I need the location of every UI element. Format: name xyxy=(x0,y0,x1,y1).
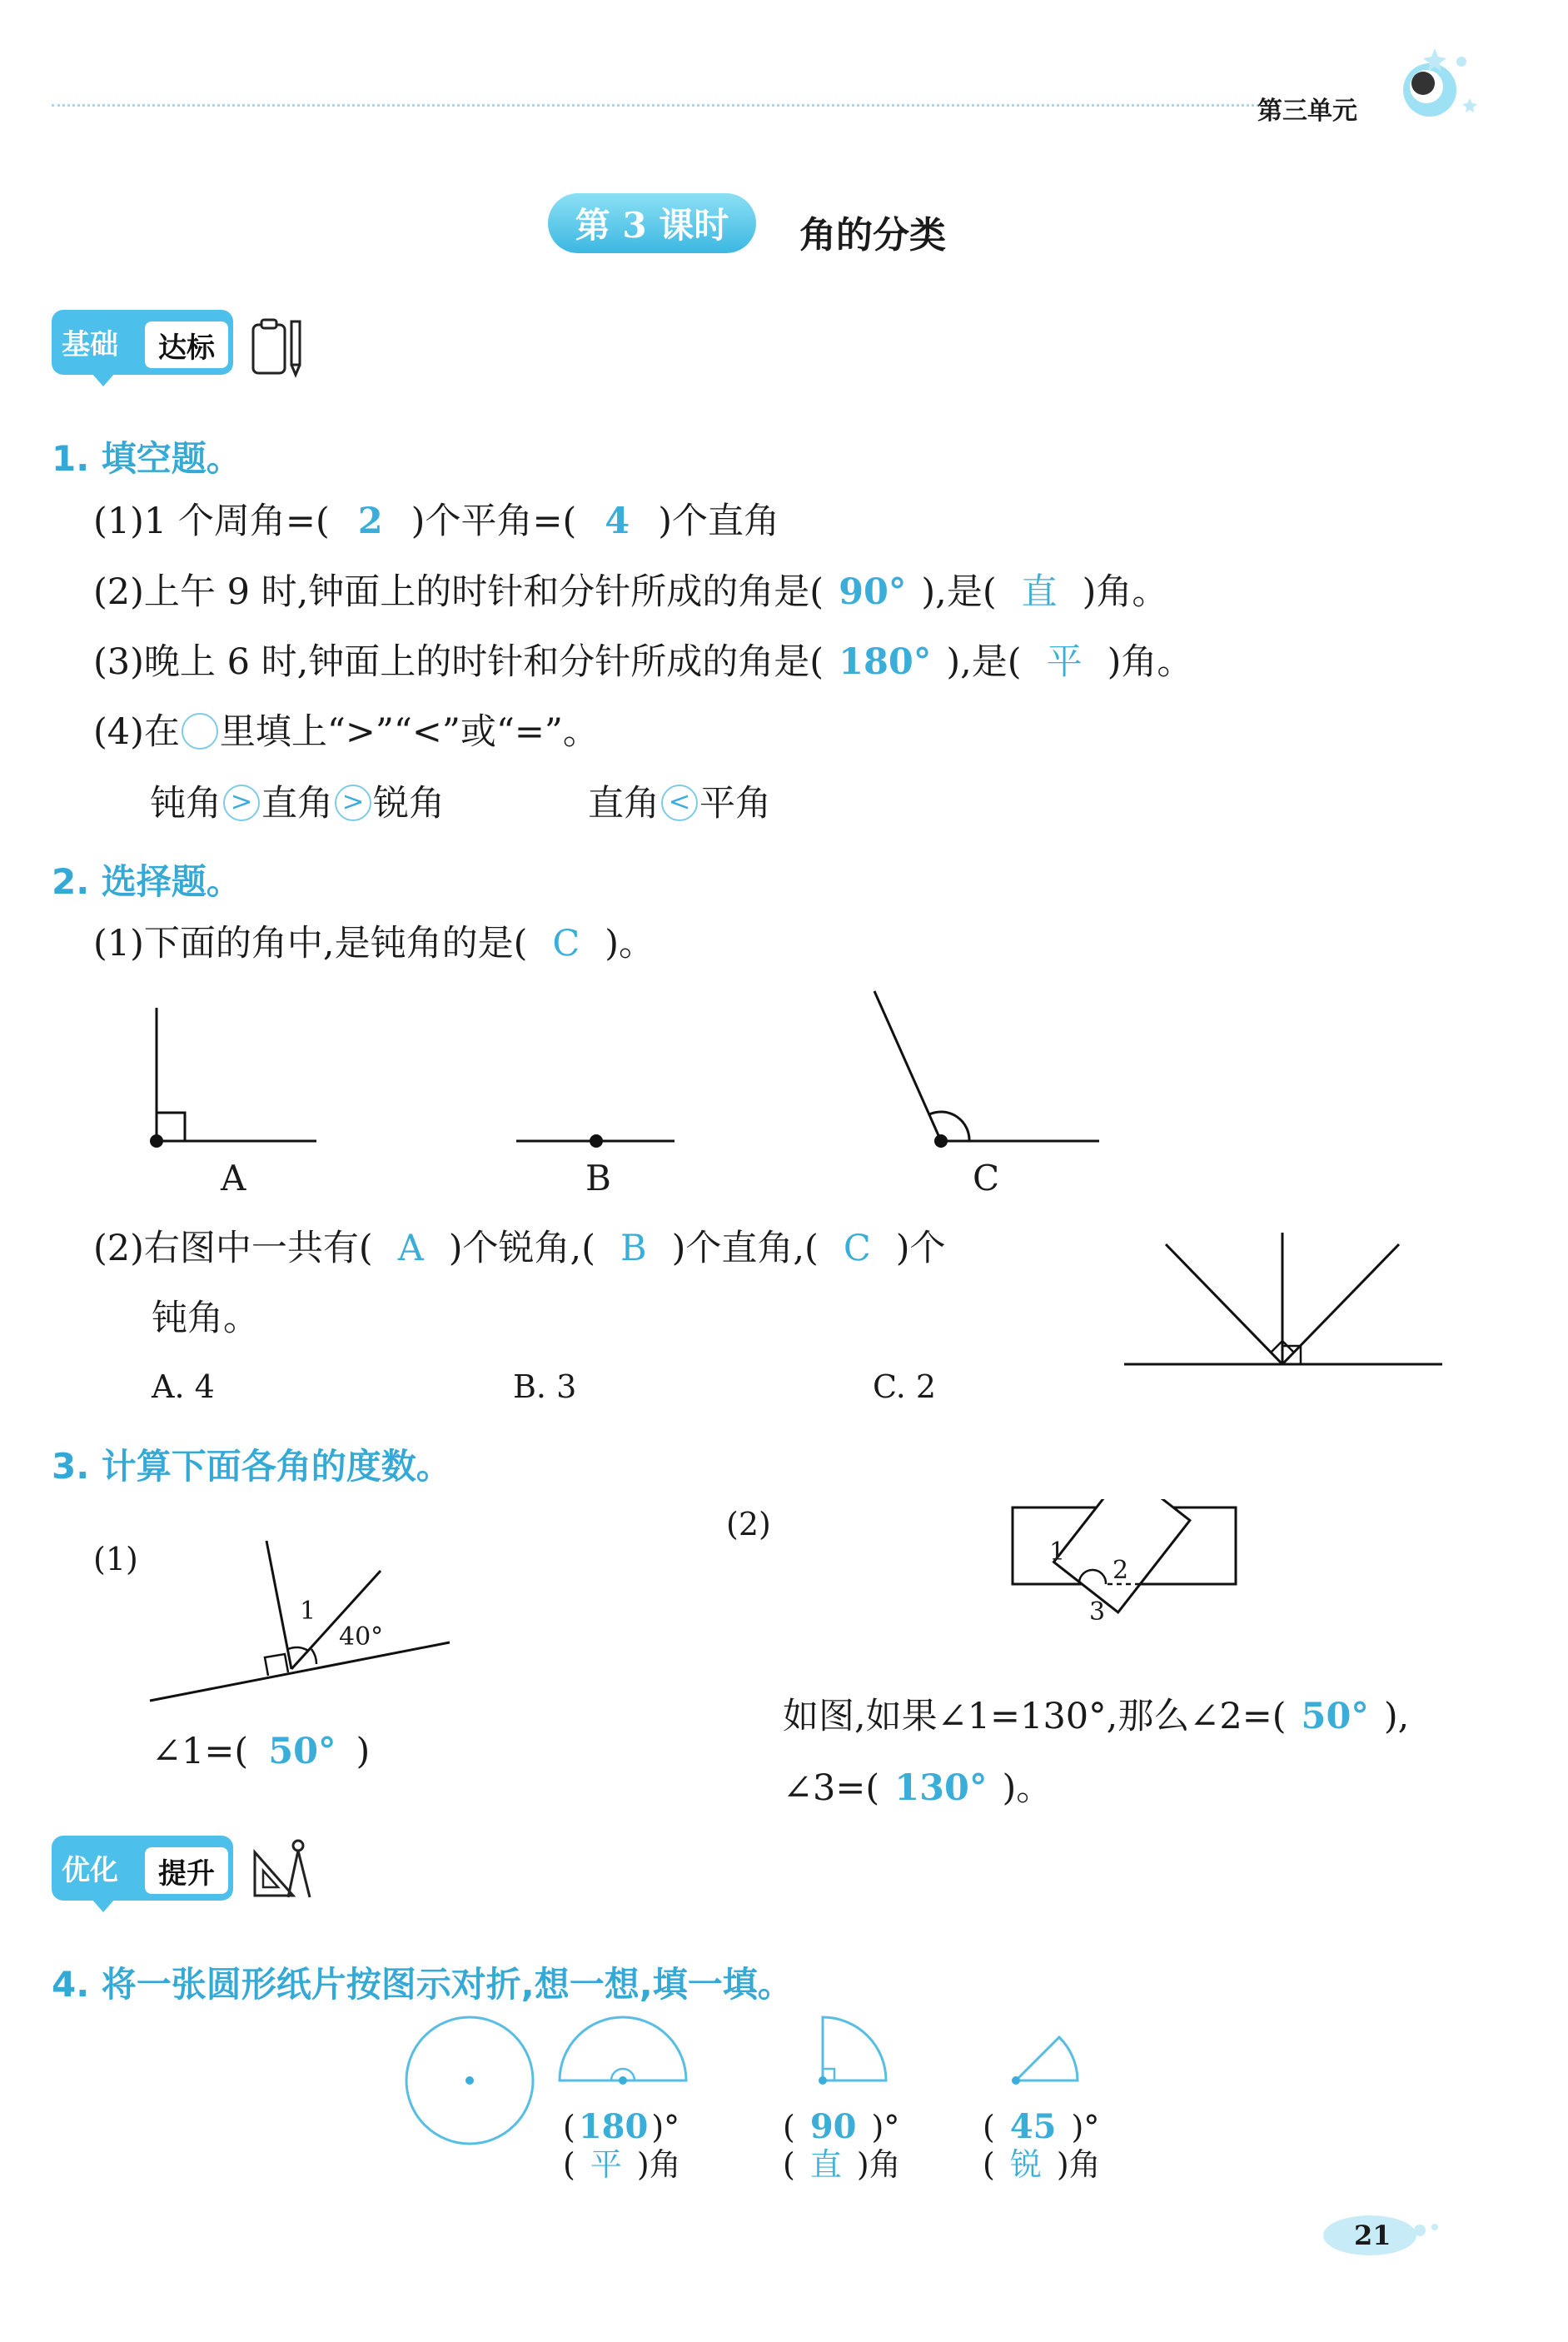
header-decoration-icon xyxy=(1386,32,1486,123)
answer-blank: C xyxy=(552,923,580,964)
section-badge-basic xyxy=(52,310,236,376)
q2-sub1: (1)下面的角中,是钝角的是( C )。 xyxy=(93,923,655,964)
answer-blank: 2 xyxy=(357,501,383,542)
header-dotted-line xyxy=(52,104,1259,107)
q1-sub4: (4)在 里填上“>”“<”或“=”。 xyxy=(93,711,599,753)
answer-blank: 180 xyxy=(578,2107,649,2146)
eighth-circle xyxy=(1012,2037,1078,2085)
q3-title: 3. 计算下面各角的度数。 xyxy=(52,1446,451,1487)
option-c: C. 2 xyxy=(873,1368,937,1405)
section-badge-advanced xyxy=(52,1836,236,1902)
compare-circle xyxy=(182,713,218,750)
figure-label-a: A xyxy=(221,1158,246,1198)
answer-blank: 平 xyxy=(1046,641,1083,683)
q4-item2-kind: ( 直 )角 xyxy=(783,2146,901,2183)
q3-part2-label: (2) xyxy=(726,1506,771,1542)
ruler-compass-icon xyxy=(250,1837,316,1904)
q2-sub2: (2)右图中一共有( A )个锐角,( B )个直角,( C )个 xyxy=(93,1228,946,1269)
answer-blank: 90 xyxy=(809,2107,857,2146)
q3-fig-num-3: 3 xyxy=(1089,1597,1106,1627)
q1-title: 1. 填空题。 xyxy=(52,438,241,479)
full-circle xyxy=(406,2017,533,2144)
q4-item2-degree: ( 90 )° xyxy=(783,2107,900,2146)
q2-title: 2. 选择题。 xyxy=(52,861,241,902)
lesson-badge: 第 3 课时 xyxy=(548,193,756,253)
q4-item1-degree: ( 180 )° xyxy=(563,2107,680,2146)
clipboard-pencil-icon xyxy=(250,313,308,380)
section-badge-label: 基础 xyxy=(62,328,118,361)
q1-compare-row1: 钝角 > 直角 > 锐角 xyxy=(150,783,445,825)
q3-part1-label: (1) xyxy=(93,1541,138,1577)
answer-blank: 直 xyxy=(1021,571,1058,613)
page-number: 21 xyxy=(1354,2220,1391,2251)
q1-compare-row2: 直角 < 平角 xyxy=(588,783,771,825)
figure-angle-c xyxy=(874,991,1099,1148)
answer-blank: C xyxy=(843,1228,871,1269)
q3-fig-num-2: 2 xyxy=(1113,1556,1129,1585)
q2-right-figure xyxy=(1116,1224,1449,1374)
option-a: A. 4 xyxy=(152,1368,215,1405)
answer-blank: A xyxy=(397,1228,424,1269)
answer-blank: 90° xyxy=(839,571,907,613)
q3-part2-figure xyxy=(1008,1499,1257,1682)
answer-blank: 130° xyxy=(894,1767,988,1809)
option-b: B. 3 xyxy=(513,1368,577,1405)
figure-label-c: C xyxy=(973,1158,1000,1198)
compare-circle: < xyxy=(661,785,698,821)
q4-item3-kind: ( 锐 )角 xyxy=(983,2146,1101,2183)
section-badge-box: 达标 xyxy=(145,321,228,368)
q3-part2-line1: 如图,如果∠1=130°,那么∠2=( 50° ), xyxy=(783,1696,1410,1737)
section-badge-label: 优化 xyxy=(62,1854,118,1887)
unit-label: 第三单元 xyxy=(1257,97,1357,126)
q3-angle1-label: 1 xyxy=(300,1597,316,1626)
answer-blank: 锐 xyxy=(1009,2146,1042,2183)
figure-angle-a xyxy=(150,1008,316,1148)
answer-blank: 平 xyxy=(590,2146,622,2183)
q2-sub2-cont: 钝角。 xyxy=(152,1298,259,1339)
q3-fig-num-1: 1 xyxy=(1049,1537,1066,1567)
answer-blank: 4 xyxy=(605,501,630,542)
q4-item3-degree: ( 45 )° xyxy=(983,2107,1100,2146)
answer-blank: 直 xyxy=(809,2146,842,2183)
answer-blank: 180° xyxy=(839,641,932,683)
answer-blank: 45 xyxy=(1009,2107,1057,2146)
section-badge-box: 提升 xyxy=(145,1847,228,1894)
quarter-circle xyxy=(819,2017,886,2085)
q3-part2-line2: ∠3=( 130° )。 xyxy=(783,1767,1053,1809)
answer-blank: B xyxy=(620,1228,647,1269)
q1-sub3: (3)晚上 6 时,钟面上的时针和分针所成的角是( 180° ),是( 平 )角。 xyxy=(93,641,1193,683)
q3-given-angle: 40° xyxy=(339,1622,384,1652)
half-circle xyxy=(560,2017,686,2085)
answer-blank: 50° xyxy=(1301,1696,1369,1737)
q1-sub2: (2)上午 9 时,钟面上的时针和分针所成的角是( 90° ),是( 直 )角。 xyxy=(93,571,1168,613)
figure-angle-b xyxy=(516,1134,674,1148)
answer-blank: 50° xyxy=(268,1731,336,1772)
compare-circle: > xyxy=(335,785,371,821)
q4-title: 4. 将一张圆形纸片按图示对折,想一想,填一填。 xyxy=(52,1964,793,2005)
figure-label-b: B xyxy=(585,1158,611,1198)
q1-sub1: (1)1 个周角=( 2 )个平角=( 4 )个直角 xyxy=(93,501,779,542)
lesson-title: 角的分类 xyxy=(799,214,946,257)
compare-circle: > xyxy=(223,785,260,821)
q4-item1-kind: ( 平 )角 xyxy=(563,2146,681,2183)
q3-part1-equation: ∠1=( 50° ) xyxy=(152,1731,371,1772)
